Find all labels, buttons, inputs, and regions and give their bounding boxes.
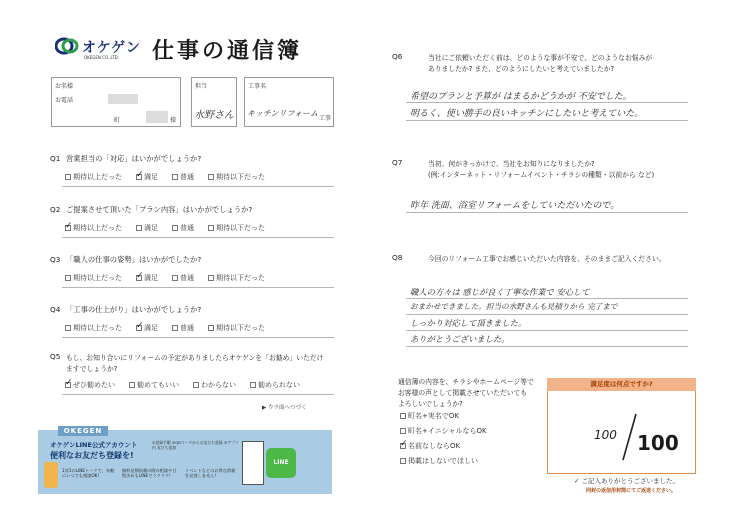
checkbox-checked[interactable] [136, 275, 142, 281]
answer-line [406, 314, 688, 315]
logo-subtext: OKEGEN CO.,LTD. [84, 55, 119, 60]
q5-options [65, 380, 335, 390]
publish-question-line2: お客様の声として掲載させていただいても [398, 389, 528, 397]
q8-answer-line3: しっかり対応して頂きました。 [410, 318, 527, 328]
q5-text-line2: ますでしょうか? [66, 365, 118, 373]
publish-option[interactable] [400, 456, 487, 466]
q3-options [65, 273, 335, 283]
qr-code-icon[interactable] [242, 441, 264, 485]
q2-options [65, 223, 335, 233]
checkbox[interactable] [208, 275, 214, 281]
banner-col2: 無料見積依頼の際の相談や日程決めもLINEでラクラク! [122, 468, 177, 478]
phone-label: お電話 [55, 97, 74, 104]
answer-line [406, 102, 688, 103]
q5-option[interactable] [193, 380, 236, 390]
satisfaction-label: 満足度は何点ですか? [547, 378, 696, 391]
q4-option[interactable] [65, 323, 122, 333]
q7-answer: 昨年 洗面、浴室リフォームをしていただいたので。 [410, 201, 620, 211]
q2-text: ご提案させて頂いた「プラン内容」はいかがでしょうか? [66, 205, 253, 214]
divider [62, 287, 334, 288]
q1-options [65, 172, 335, 182]
q8-answer-line1: 職人の方々は 感じが良く丁寧な作業で 安心して [410, 287, 590, 297]
checkbox[interactable] [65, 325, 71, 331]
option-label: 普通 [180, 224, 194, 232]
option-label: 町名+イニシャルならOK [408, 427, 487, 435]
line-app-icon[interactable]: LINE [266, 448, 296, 478]
answer-line [406, 120, 688, 121]
redacted-address [146, 111, 168, 123]
checkbox[interactable] [65, 275, 71, 281]
q2-option[interactable] [136, 223, 158, 233]
q4-options [65, 323, 335, 333]
q7-text-line2: (例:インターネット・リフォームイベント・チラシの種類・以前から など) [428, 171, 655, 179]
q5-option[interactable] [129, 380, 179, 390]
banner-col1: 1対1のLINEトークで、気軽にいつでも相談OK! [62, 468, 115, 478]
answer-line [406, 212, 688, 213]
checkbox-checked[interactable] [136, 174, 142, 180]
q7-text: 当初、何がきっかけで、当社をお知りになりましたか? [428, 160, 595, 168]
thanks-label: ご記入ありがとうございました。 [581, 477, 680, 485]
checkbox[interactable] [172, 325, 178, 331]
continue-note-text: ウラ面へつづく [267, 405, 307, 411]
option-label: 町名+実名でOK [408, 412, 459, 420]
q2-option[interactable] [65, 223, 122, 233]
checkbox[interactable] [208, 174, 214, 180]
option-label: 期待以上だった [73, 173, 122, 181]
q4-number: Q4 [50, 305, 61, 314]
q5-text: もし、お知り合いにリフォームの予定がありましたらオケゲンを「お勧め」いただけ [66, 354, 324, 362]
divider [62, 394, 334, 395]
option-label: 満足 [144, 173, 158, 181]
option-label: 掲載はしないでほしい [408, 457, 478, 465]
work-value: キッチンリフォーム [247, 109, 319, 118]
q6-text: 当社にご依頼いただく前は、どのような事が不安で、どのようなお悩みが [428, 54, 653, 62]
q8-answer-line2: おまかせできました。担当の水野さんも見積りから 完了まで [410, 302, 618, 311]
q1-option[interactable] [136, 172, 158, 182]
publish-option[interactable] [400, 426, 487, 436]
option-label: 普通 [180, 173, 194, 181]
option-label: わからない [201, 381, 236, 389]
q4-text: 「工事の仕上がり」はいかがでしょうか? [66, 305, 202, 314]
option-label: 期待以下だった [216, 324, 265, 332]
q1-option[interactable] [208, 172, 265, 182]
divider [62, 237, 334, 238]
q3-text: 「職人の仕事の姿勢」はいかがでしたか? [66, 255, 202, 264]
checkbox[interactable] [129, 382, 135, 388]
q2-number: Q2 [50, 205, 61, 214]
q1-text: 営業担当の「対応」はいかがでしょうか? [66, 154, 202, 163]
checkbox[interactable] [193, 382, 199, 388]
checkbox[interactable] [400, 458, 406, 464]
answer-line [406, 330, 688, 331]
option-label: 期待以上だった [73, 224, 122, 232]
option-label: 満足 [144, 224, 158, 232]
checkbox[interactable] [250, 382, 256, 388]
q3-option[interactable] [172, 273, 194, 283]
checkbox[interactable] [65, 174, 71, 180]
option-label: 期待以下だった [216, 224, 265, 232]
option-label: 名前なしならOK [408, 442, 461, 450]
option-label: 満足 [144, 324, 158, 332]
checkbox-checked[interactable] [400, 443, 406, 449]
checkbox-checked[interactable] [136, 325, 142, 331]
checkbox[interactable] [400, 428, 406, 434]
sama-label: 様 [170, 117, 177, 124]
divider [62, 186, 334, 187]
page-title: 仕事の通信簿 [152, 39, 303, 64]
option-label: 期待以上だった [73, 274, 122, 282]
q3-option[interactable] [65, 273, 122, 283]
q5-option[interactable] [65, 380, 115, 390]
q6-answer-line1: 希望のプランと予算が はまるかどうかが 不安でした。 [410, 92, 632, 102]
option-label: 期待以上だった [73, 324, 122, 332]
banner-col3: イベントなどのお得な情報を見逃しません! [185, 468, 236, 478]
banner-qr-note: ①登録手順 ②QRコードからお友だち登録 ③アプリ内 友だち追加 [152, 440, 239, 450]
option-label: ぜひ勧めたい [73, 381, 115, 389]
q4-option[interactable] [136, 323, 158, 333]
divider [62, 337, 334, 338]
score-slash-icon [620, 412, 638, 462]
publish-option[interactable] [400, 411, 487, 421]
q6-answer-line2: 明るく、使い勝手の良いキッチンにしたいと考えていた。 [410, 109, 644, 119]
redacted-name [108, 94, 138, 104]
checkbox[interactable] [172, 225, 178, 231]
banner-subtitle: 便利なお友だち登録を! [50, 451, 134, 460]
q8-text: 今回のリフォーム工事でお感じいただいた内容を、そのままご記入ください。 [428, 255, 666, 263]
checkbox[interactable] [172, 174, 178, 180]
return-note: 同封の返信用封筒にてご返送ください。 [586, 488, 677, 494]
q8-number: Q8 [392, 253, 403, 262]
logo-text: オケゲン [82, 40, 141, 56]
thumbs-up-icon [44, 462, 58, 488]
name-label: お名様 [55, 83, 74, 90]
continue-note: ▶ ウラ面へつづく [262, 405, 307, 411]
option-label: 勧めてもいい [137, 381, 179, 389]
checkbox[interactable] [172, 275, 178, 281]
checkbox-checked[interactable] [65, 225, 71, 231]
q3-number: Q3 [50, 255, 61, 264]
q2-option[interactable] [172, 223, 194, 233]
q5-option[interactable] [250, 380, 300, 390]
checkbox[interactable] [136, 225, 142, 231]
publish-question-line3: よろしいでしょうか? [398, 400, 463, 408]
q3-option[interactable] [136, 273, 158, 283]
satisfaction-max: 100 [637, 431, 679, 455]
answer-line [406, 346, 688, 347]
option-label: 期待以下だった [216, 173, 265, 181]
checkbox[interactable] [400, 413, 406, 419]
q7-number: Q7 [392, 158, 403, 167]
q8-answer-line4: ありがとうございました。 [410, 334, 510, 344]
q4-option[interactable] [208, 323, 265, 333]
option-label: 普通 [180, 274, 194, 282]
thanks-text: ✓ ご記入ありがとうございました。 [574, 477, 680, 485]
okegen-logo-icon [55, 36, 79, 56]
q5-number: Q5 [50, 352, 61, 361]
answer-line [406, 298, 688, 299]
staff-box [191, 77, 237, 127]
option-label: 普通 [180, 324, 194, 332]
q2-option[interactable] [208, 223, 265, 233]
satisfaction-score[interactable]: 100 [594, 428, 617, 442]
staff-label: 担当 [195, 83, 208, 90]
q6-text-line2: ありましたか? また、どのようにしたいと考えていましたか? [428, 65, 615, 73]
q1-option[interactable] [65, 172, 122, 182]
q1-number: Q1 [50, 154, 61, 163]
q6-number: Q6 [392, 52, 403, 61]
publish-option[interactable] [400, 441, 487, 451]
banner-tab: OKEGEN [58, 426, 108, 436]
q1-option[interactable] [172, 172, 194, 182]
q4-option[interactable] [172, 323, 194, 333]
work-label: 工事名 [248, 83, 267, 90]
q3-option[interactable] [208, 273, 265, 283]
work-suffix: 工事 [319, 115, 332, 122]
staff-value: 水野さん [194, 110, 234, 121]
checkbox[interactable] [208, 325, 214, 331]
option-label: 満足 [144, 274, 158, 282]
checkbox[interactable] [208, 225, 214, 231]
option-label: 勧められない [258, 381, 300, 389]
publish-options [400, 411, 487, 466]
banner-title: オケゲンLINE公式アカウント [50, 441, 138, 449]
option-label: 期待以下だった [216, 274, 265, 282]
town-label: 町 [114, 117, 121, 124]
customer-info-box [51, 77, 181, 127]
work-box [244, 77, 334, 127]
checkbox-checked[interactable] [65, 382, 71, 388]
publish-question: 通信簿の内容を、チラシやホームページ等で [398, 378, 534, 386]
